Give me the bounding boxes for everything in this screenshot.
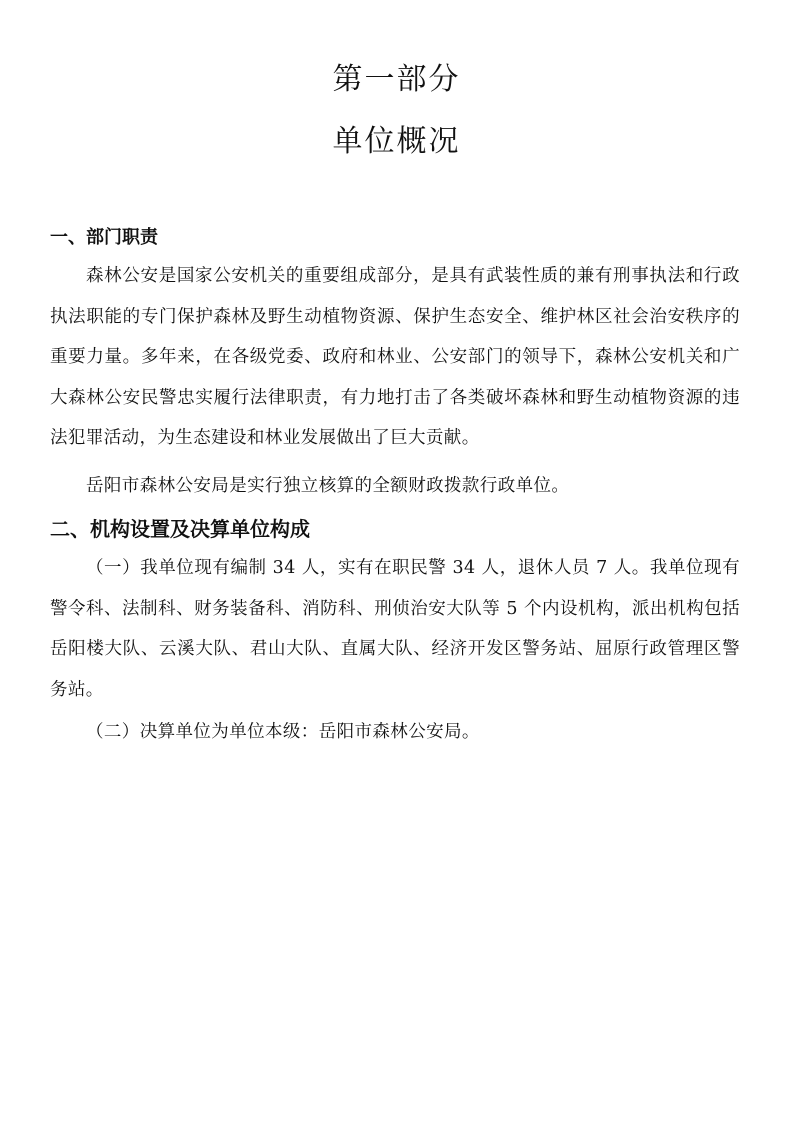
unit-nature-paragraph: 岳阳市森林公安局是实行独立核算的全额财政拨款行政单位。 — [86, 476, 570, 496]
budget-unit-paragraph: （二）决算单位为单位本级：岳阳市森林公安局。 — [86, 722, 480, 742]
organization-paragraph: （一）我单位现有编制 34 人，实有在职民警 34 人，退休人员 7 人。我单位现有警令科、法制科、财务装备科、消防科、刑侦治安大队等 5 个内设机构，派出机构包括岳阳楼大队、云溪大队、君山大队、直属大队、经济开发区警务站、屈原行政管理区警务站。 — [50, 558, 740, 700]
part-title: 第一部分 — [332, 62, 461, 97]
section-heading-organization: 二、机构设置及决算单位构成 — [50, 517, 310, 541]
duties-paragraph: 森林公安是国家公安机关的重要组成部分，是具有武装性质的兼有刑事执法和行政执法职能的专门保护森林及野生动植物资源、保护生态安全、维护林区社会治安秩序的重要力量。多年来，在各级党委、政府和林业、公安部门的领导下，森林公安机关和广大森林公安民警忠实履行法律职责，有力地打击了各类破坏森林和野生动植物资源的违法犯罪活动，为生态建设和林业发展做出了巨大贡献。 — [50, 266, 740, 448]
section-heading-duties: 一、部门职责 — [50, 227, 158, 248]
page-title: 单位概况 — [332, 124, 461, 159]
